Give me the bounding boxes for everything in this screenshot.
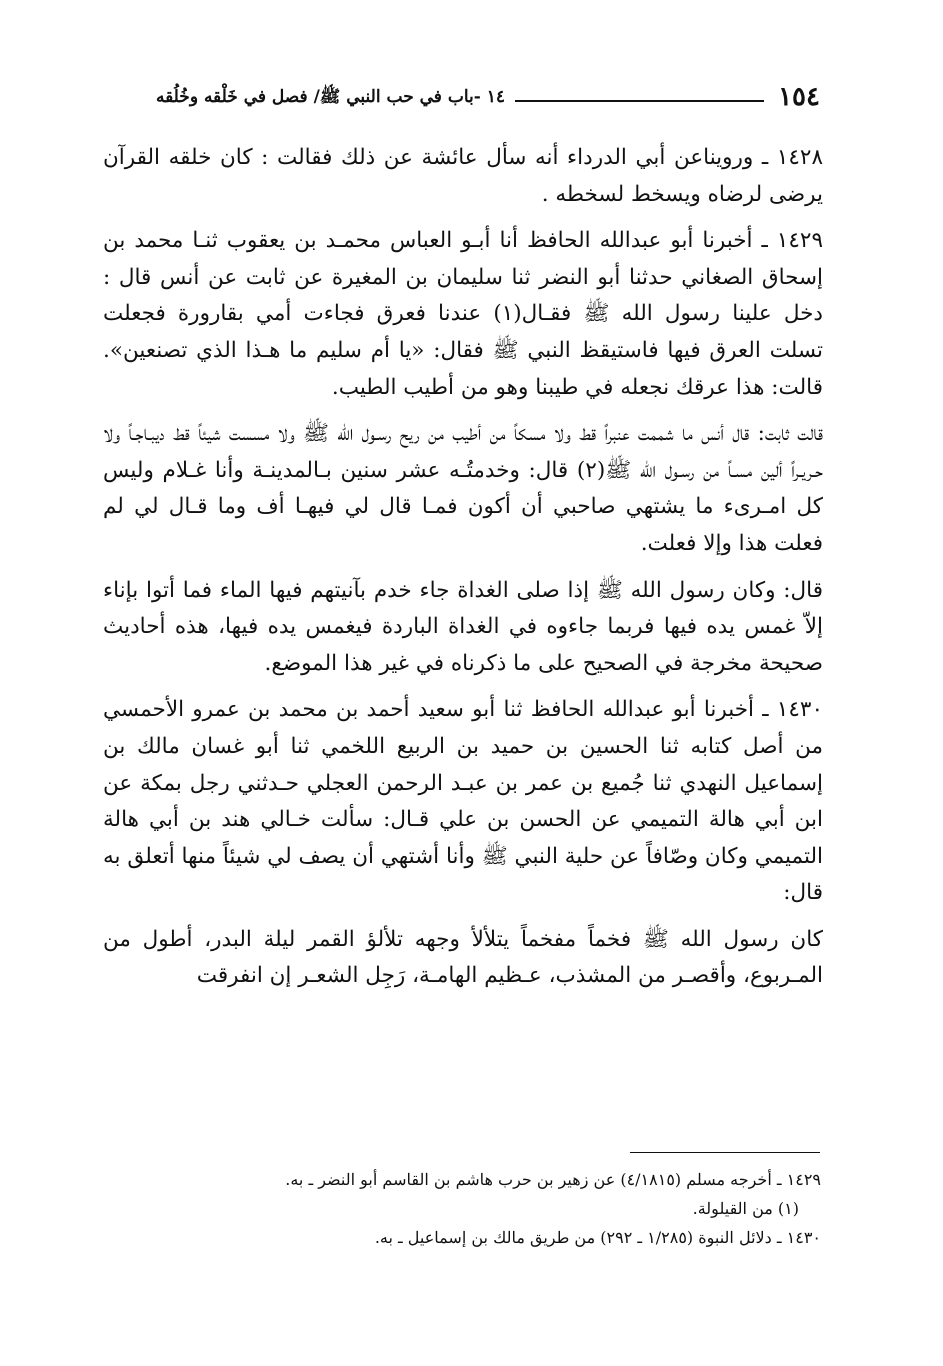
footnote-1: (١) من القيلولة. xyxy=(692,1199,799,1218)
page-header xyxy=(105,80,820,114)
paragraph-thabit: قالت ثابت: قال أنس ما شممت عنبراً قط ولا مسكاً من أطيب من ريح رسـول الله ﷺ ولا مسست شيئاً قط ديبـاجـاً ولا حـريـراً ألين مسـاً من رسـول الله ﷺ(٢) قال: وخدمتُـه عشر سنين بـالمدينـة وأنا غـلام وليس كل امـرىء ما يشتهي صاحبي أن أكون فمـا قال لي فيهـا أف وما قـال لي لم فعلت هذا وإلا فعلت. xyxy=(103,421,823,556)
header-rule xyxy=(515,100,764,102)
paragraph-description: كان رسول الله ﷺ فخماً مفخماً يتلألأ وجهه تلألؤ القمر ليلة البدر، أطول من المـربوع، وأقصـر من المشذب، عـظيم الهامـة، رَجِل الشعـر إن انفرقت xyxy=(103,926,823,989)
footnote-rule xyxy=(630,1152,820,1153)
paragraph-1430: ١٤٣٠ ـ أخبرنا أبو عبدالله الحافظ ثنا أبو سعيد أحمد بن محمد بن عمرو الأحمسي من أصل كتابه ثنا الحسين بن حميد بن الربيع اللخمي ثنا أبو غسان مالك بن إسماعيل النهدي ثنا جُميع بن عمر بن عبـد الرحمن العجلي حـدثني رجل بمكة عن ابن أبي هالة التميمي عن الحسن بن علي قـال: سألت خـالي هند بن أبي هالة التميمي وكان وصّافاً عن حلية النبي ﷺ وأنا أشتهي أن يصف لي شيئاً منها أتعلق به قال: xyxy=(103,697,823,906)
running-title: ١٤ -باب في حب النبي ﷺ/ فصل في خَلْقه وخُلُقه xyxy=(155,87,505,107)
footnote-1430: ١٤٣٠ ـ دلائل النبوة (١/٢٨٥ ـ ٢٩٢) من طريق مالك بن إسماعيل ـ به. xyxy=(374,1228,821,1247)
paragraph-ghadah: قال: وكان رسول الله ﷺ إذا صلى الغداة جاء خدم بآنيتهم فيها الماء فما أتوا بإناء إلاّ غمس يده فيها فربما جاءوه في الغداة الباردة فيغمس يده فيها، هذه أحاديث صحيحة مخرجة في الصحيح على ما ذكرناه في غير هذا الموضع. xyxy=(103,577,823,676)
page-number: ١٥٤ xyxy=(778,82,820,112)
footnote-1429: ١٤٢٩ ـ أخرجه مسلم (٤/١٨١٥) عن زهير بن حرب هاشم بن القاسم أبو النضر ـ به. xyxy=(285,1170,821,1189)
paragraph-1429: ١٤٢٩ ـ أخبرنا أبو عبدالله الحافظ أنا أبـو العباس محمـد بن يعقوب ثنـا محمد بن إسحاق الصغاني حدثنا أبو النضر ثنا سليمان بن المغيرة عن ثابت عن أنس قال : دخل علينا رسول الله ﷺ فقـال(١) عندنا فعرق فجاءت أمي بقارورة فجعلت تسلت العرق فيها فاستيقظ النبي ﷺ فقال: «يا أم سليم ما هـذا الذي تصنعين». قالت: هذا عرقك نجعله في طيبنا وهو من أطيب الطيب. xyxy=(103,228,823,400)
paragraph-1428: ١٤٢٨ ـ ورويناعن أبي الدرداء أنه سأل عائشة عن ذلك فقالت : كان خلقه القرآن يرضى لرضاه ويسخط لسخطه . xyxy=(103,145,823,207)
footnotes xyxy=(103,1165,821,1252)
main-text xyxy=(103,140,823,1003)
